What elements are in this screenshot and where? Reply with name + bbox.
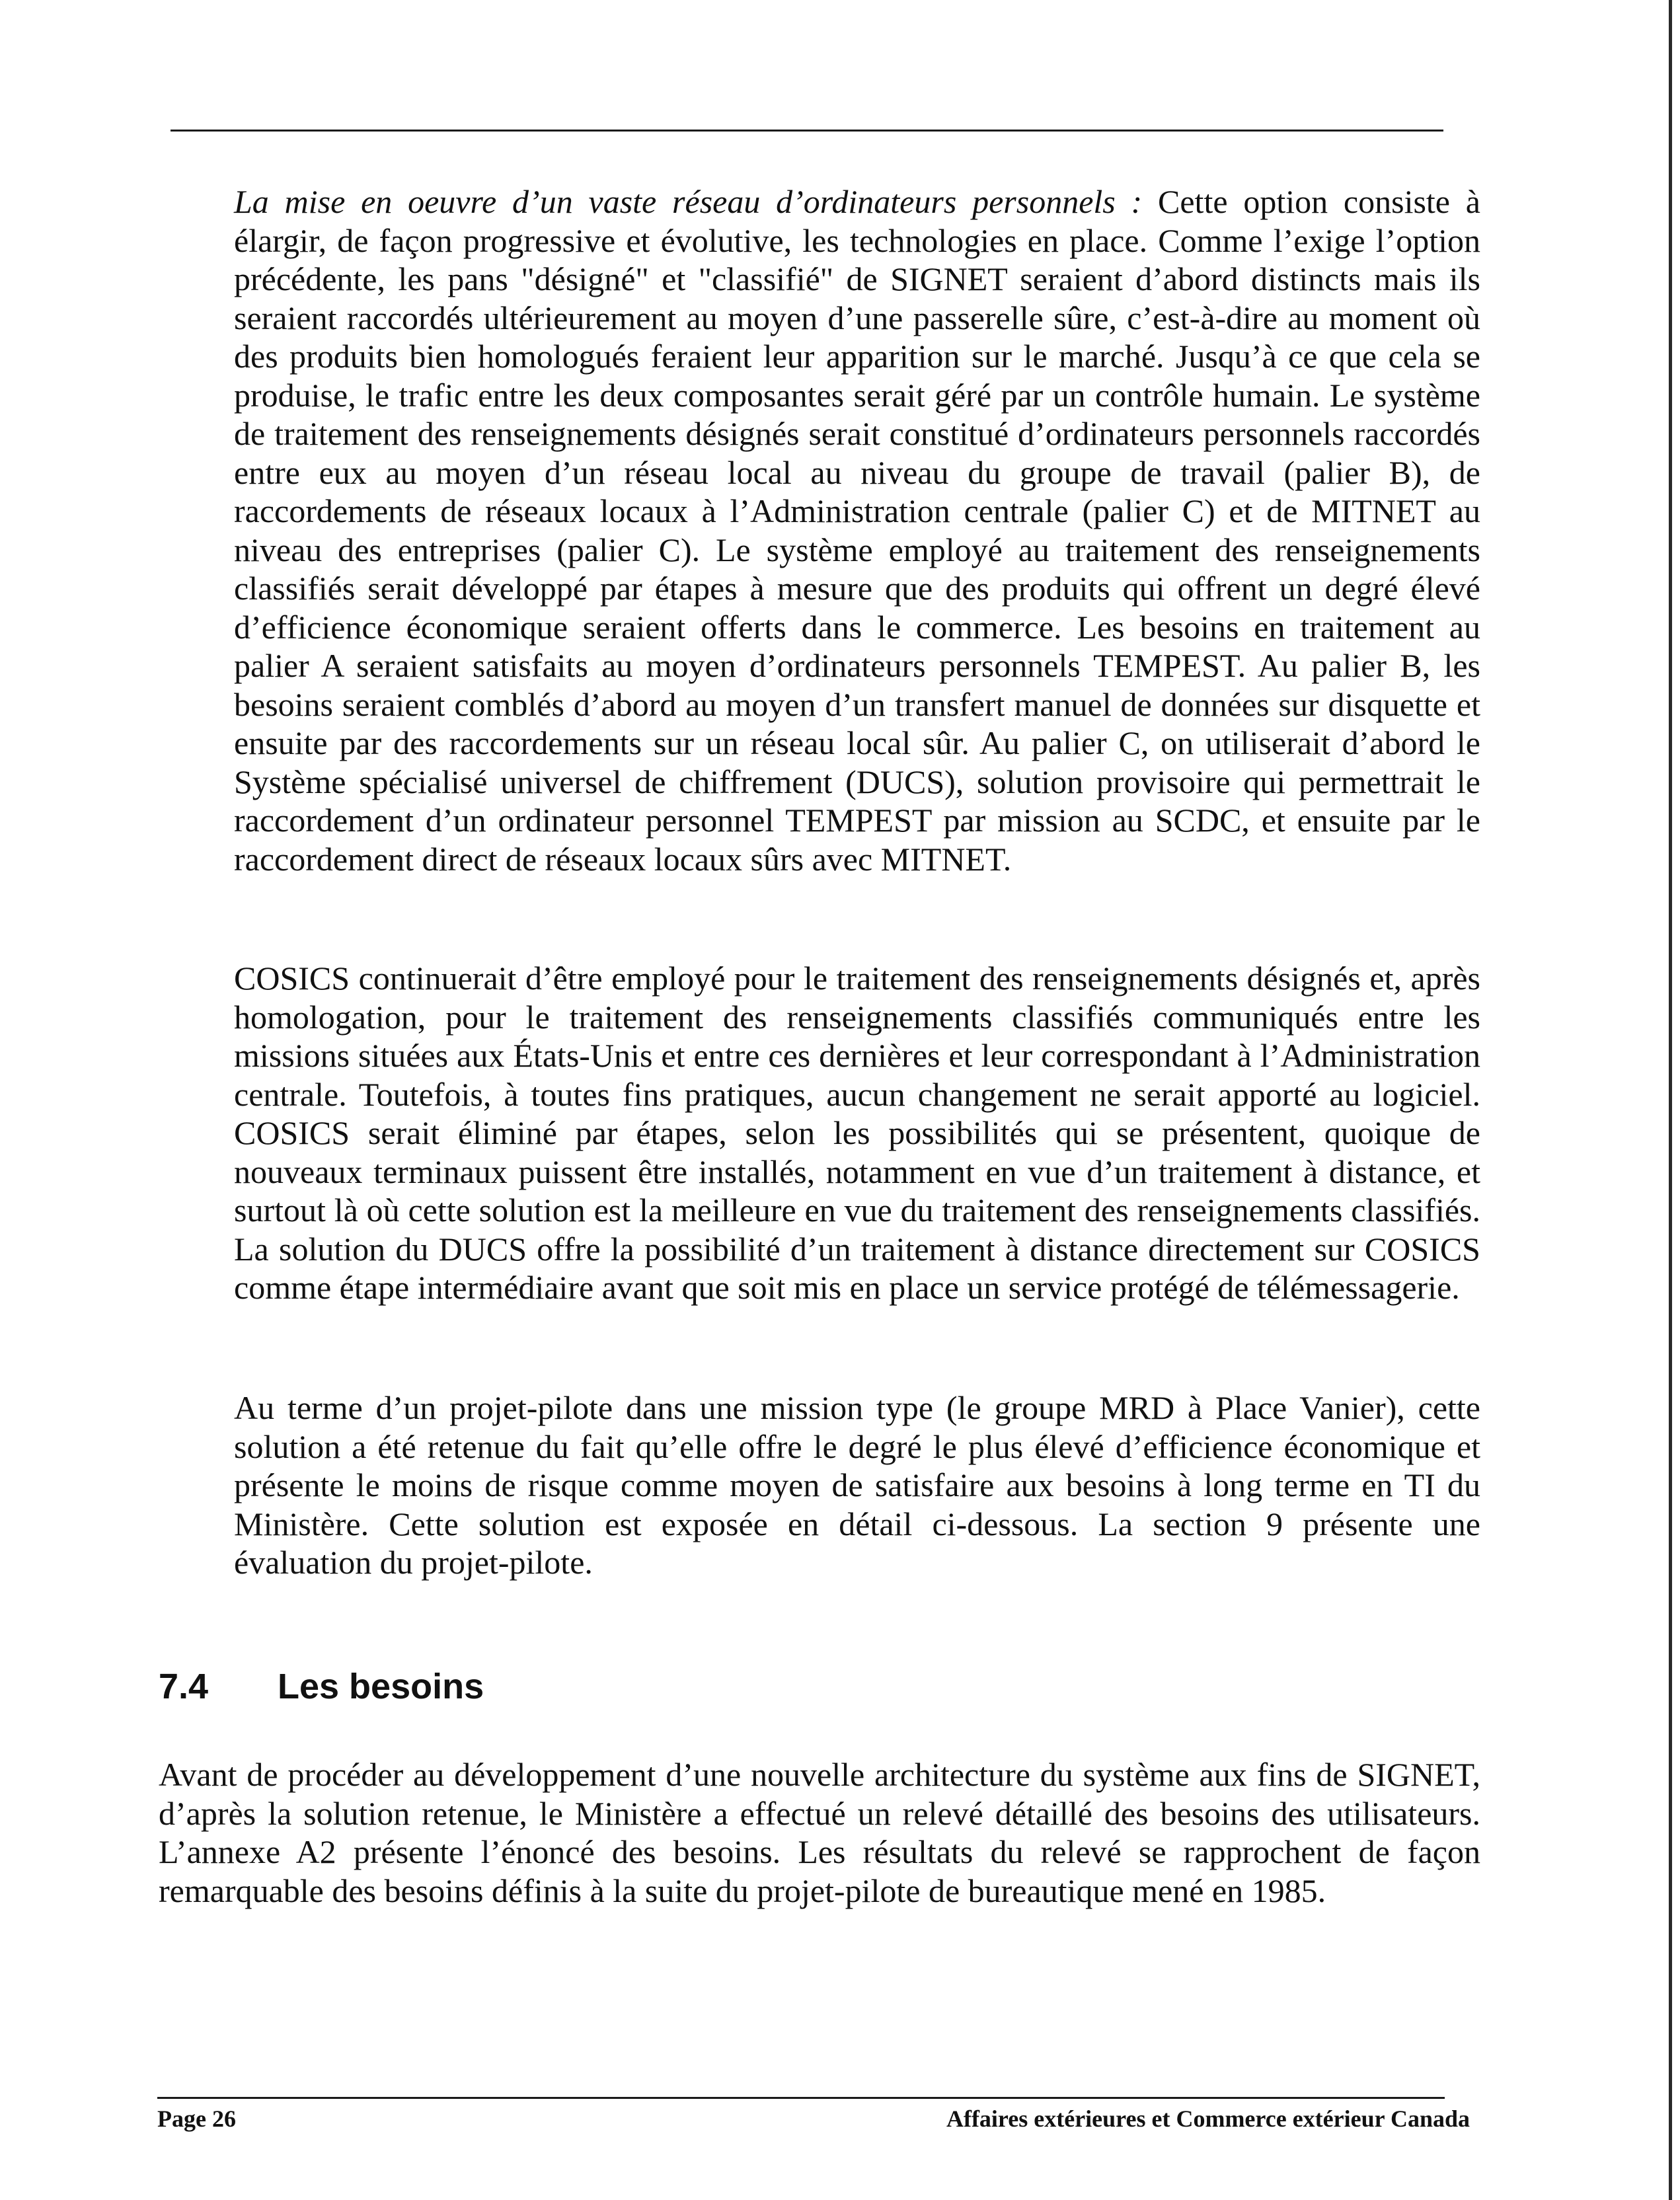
paragraph-pilot-project: Au terme d’un projet-pilote dans une mission type (le groupe MRD à Place Vanier), cette solution a été retenue du fait qu’elle offre le degré le plus élevé d’efficience économique et présente le moins de risque comme moyen de satisfaire aux besoins à long terme en TI du Ministère. Cette solution est exposée en détail ci-dessous. La section 9 présente une évaluation du projet-pilote. (234, 1389, 1480, 1581)
footer-organization: Affaires extérieures et Commerce extérieur Canada (946, 2105, 1470, 2132)
section-heading (159, 1665, 484, 1708)
scan-edge-line (1669, 0, 1672, 2200)
option-lead-in: La mise en oeuvre d’un vaste réseau d’ordinateurs personnels : (234, 183, 1143, 220)
footer-page-number: Page 26 (157, 2105, 236, 2132)
section-title: Les besoins (278, 1667, 484, 1706)
paragraph-network-option-body: Cette option consiste à élargir, de façon progressive et évolutive, les technologies en place. Comme l’exige l’option précédente, les pans "désigné" et "classifié" de SIGNET seraient d’abord distincts mais ils seraient raccordés ultérieurement au moyen d’une passerelle sûre, c’est-à-dire au moment où des produits bien homologués feraient leur apparition sur le marché. Jusqu’à ce que cela se produise, le trafic entre les deux composantes serait géré par un contrôle humain. Le système de traitement des renseignements désignés serait constitué d’ordinateurs personnels raccordés entre eux au moyen d’un réseau local au niveau du groupe de travail (palier B), de raccordements de réseaux locaux à l’Administration centrale (palier C) et de MITNET au niveau des entreprises (palier C). Le système employé au traitement des renseignements classifiés serait développé par étapes à mesure que des produits qui offrent un degré élevé d’efficience économique seraient offerts dans le commerce. Les besoins en traitement au palier A seraient satisfaits au moyen d’ordinateurs personnels TEMPEST. Au palier B, les besoins seraient comblés d’abord au moyen d’un transfert manuel de données sur disquette et ensuite par des raccordements sur un réseau local sûr. Au palier C, on utiliserait d’abord le Système spécialisé universel de chiffrement (DUCS), solution provisoire qui permettrait le raccordement d’un ordinateur personnel TEMPEST par mission au SCDC, et ensuite par le raccordement direct de réseaux locaux sûrs avec MITNET. (234, 183, 1480, 878)
paragraph-cosics: COSICS continuerait d’être employé pour le traitement des renseignements désignés et, après homologation, pour le traitement des renseignements classifiés communiqués entre les missions situées aux États-Unis et entre ces dernières et leur correspondant à l’Administration centrale. Toutefois, à toutes fins pratiques, aucun changement ne serait apporté au logiciel. COSICS serait éliminé par étapes, selon les possibilités qui se présentent, quoique de nouveaux terminaux puissent être installés, notamment en vue d’un traitement à distance, et surtout là où cette solution est la meilleure en vue du traitement des renseignements classifiés. La solution du DUCS offre la possibilité d’un traitement à distance directement sur COSICS comme étape intermédiaire avant que soit mis en place un service protégé de télémessagerie. (234, 960, 1480, 1306)
paragraph-network-option (234, 182, 1480, 878)
paragraph-requirements: Avant de procéder au développement d’une nouvelle architecture du système aux fins de SIGNET, d’après la solution retenue, le Ministère a effectué un relevé détaillé des besoins des utilisateurs. L’annexe A2 présente l’énoncé des besoins. Les résultats du relevé se rapprochent de façon remarquable des besoins définis à la suite du projet-pilote de bureautique mené en 1985. (159, 1756, 1480, 1909)
header-rule (171, 130, 1443, 132)
section-number: 7.4 (159, 1667, 209, 1706)
footer-rule (157, 2097, 1445, 2099)
